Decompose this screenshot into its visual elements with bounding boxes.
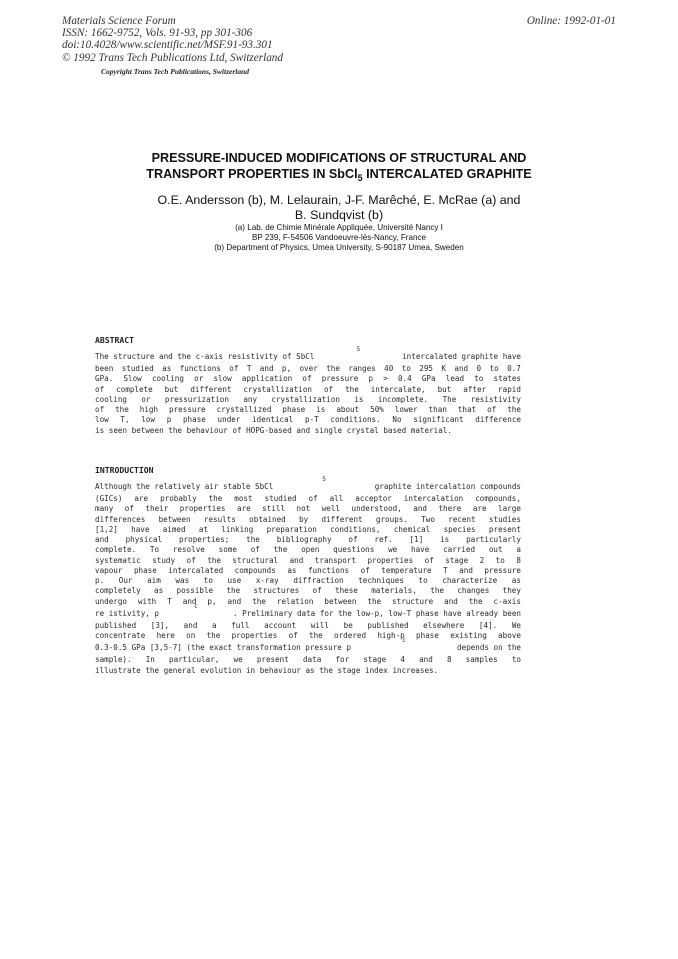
abstract-line: of complete but different crystallization of the intercalate, but after rapid <box>95 384 521 394</box>
intro-line: p. Our aim was to use x-ray diffraction techniques to characterize as <box>95 576 521 585</box>
online-date: Online: 1992-01-01 <box>526 15 616 27</box>
intro-line: Although the relatively air stable SbCl 5 graphite intercalation compounds <box>95 476 521 491</box>
affiliation-b: (b) Department of Physics, Umea University, S-90187 Umea, Sweden <box>214 243 464 253</box>
intro-line: and physical properties; the bibliography of ref. [1] is particularly <box>95 535 521 544</box>
author-list <box>0 193 678 223</box>
intro-line: vapour phase intercalated compounds as functions of temperature T and pressure <box>95 565 521 575</box>
intro-line: differences between results obtained by different groups. Two recent studies <box>95 514 521 524</box>
affiliations <box>0 223 678 254</box>
intro-line: undergo with T and p, and the relation between the structure and the c-axis <box>95 596 521 606</box>
abstract-body <box>95 346 521 436</box>
introduction-body <box>95 476 521 676</box>
intro-line: many of their properties are still not well understood, and there are large <box>95 504 521 514</box>
intro-line: [1,2] have aimed at linking preparation conditions, chemical species present <box>95 524 521 534</box>
paper-title <box>0 150 678 182</box>
authors-line-1: O.E. Andersson (b), M. Lelaurain, J-F. Marêché, E. McRae (a) and <box>157 193 521 207</box>
journal-name: Materials Science Forum <box>62 15 176 27</box>
intro-line: re istivity, ρ c . Preliminary data for the low-p, low-T phase have already been <box>95 602 521 618</box>
intro-line: completely as possible the structures of these materials, the changes they <box>95 586 521 596</box>
abstract-line: low T, low p phase under identical p-T conditions. No significant difference <box>95 415 521 425</box>
title-line-2: TRANSPORT PROPERTIES IN SbCl$_5$ INTERCALATED GRAPHITE <box>146 167 532 183</box>
issn-line: ISSN: 1662-9752, Vols. 91-93, pp 301-306 <box>62 27 253 40</box>
intro-line: illustrate the general evolution in behaviour as the stage index increases. <box>95 665 439 675</box>
abstract-line: of the high pressure crystallized phase is about 50% lower than that of the <box>95 405 521 414</box>
abstract-line: GPa. Slow cooling or slow application of pressure p > 0.4 GPa lead to states <box>95 374 521 384</box>
copyright-line: © 1992 Trans Tech Publications Ltd, Switzerland <box>62 51 283 64</box>
title-line-1: PRESSURE-INDUCED MODIFICATIONS OF STRUCTURAL AND <box>151 151 527 165</box>
intro-line: sample). In particular, we present data for stage 4 and 8 samples to <box>95 655 521 665</box>
affiliation-a-line-2: BP 239, F-54506 Vandoeuvre-lès-Nancy, France <box>251 233 427 243</box>
doi-line: doi:10.4028/www.scientific.net/MSF.91-93.301 <box>62 39 273 52</box>
abstract-line: is seen between the behaviour of HOPG-based and single crystal based material. <box>95 425 452 435</box>
intro-line: complete. To resolve some of the open questions we have carried out a <box>95 545 521 555</box>
copyright-note: Copyright Trans Tech Publications, Switzerland <box>101 67 250 76</box>
intro-line: concentrate here on the properties of the ordered high-p phase existing above <box>95 631 521 640</box>
intro-line: published [3], and a full account will be published elsewhere [4]. We <box>95 620 521 630</box>
abstract-line: been studied as functions of T and p, over the ranges 40 to 295 K and 0 to 0.7 <box>95 364 521 373</box>
intro-line: (GICs) are probably the most studied of all acceptor intercalation compounds, <box>95 494 521 503</box>
journal-header <box>62 15 283 64</box>
intro-line: 0.3-0.5 GPa [3,5-7] (the exact transformation pressure p c depends on the <box>95 637 521 653</box>
affiliation-a-line-1: (a) Lab. de Chimie Minérale Appliquée, Université Nancy I <box>235 223 443 232</box>
authors-line-2: B. Sundqvist (b) <box>294 208 384 222</box>
abstract-line: The structure and the c-axis resistivity of SbCl 5 intercalated graphite have <box>95 346 521 361</box>
intro-line: systematic study of the structural and transport properties of stage 2 to 8 <box>95 555 521 565</box>
abstract-heading: ABSTRACT <box>95 335 134 345</box>
introduction-heading: INTRODUCTION <box>95 465 154 475</box>
abstract-line: cooling or pressurization any crystallization is incomplete. The resistivity <box>95 394 521 404</box>
